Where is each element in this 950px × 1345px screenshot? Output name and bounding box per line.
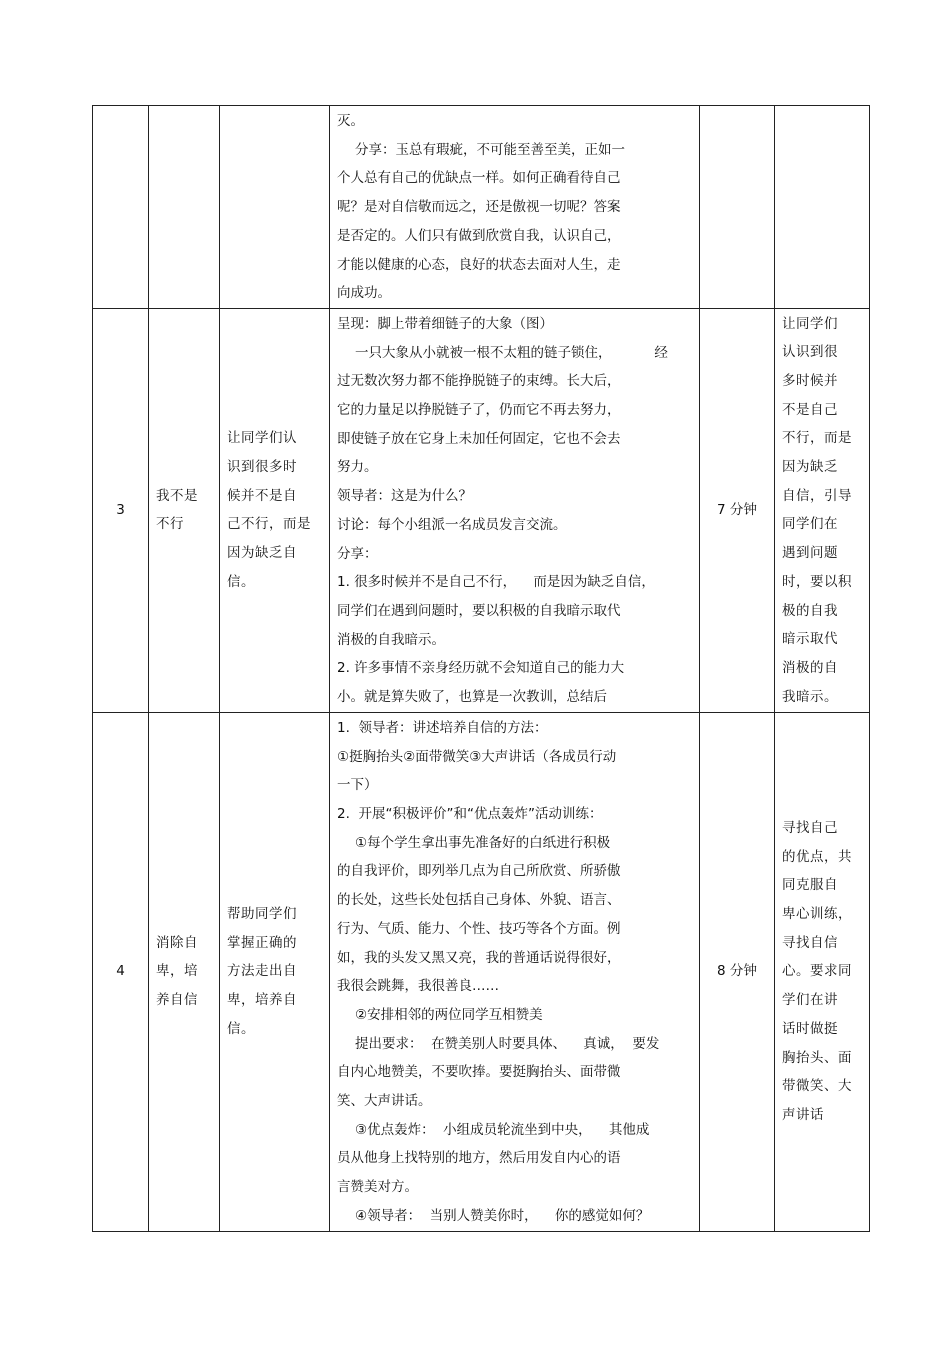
goal-line: 让同学们认 xyxy=(227,430,297,447)
step-number: 4 xyxy=(116,963,125,980)
process-line: 的长处，这些长处包括自己身体、外貌、语言、 xyxy=(337,892,621,909)
table-row xyxy=(93,712,870,1231)
process-line: 一下） xyxy=(337,777,378,794)
note-line: 声讲话 xyxy=(782,1106,824,1123)
goal-line: 候并不是自 xyxy=(227,487,297,504)
note-line: 同克服自 xyxy=(782,877,838,894)
process-line: 提出要求： 在赞美别人时要具体、 真诚， 要发 xyxy=(355,1035,660,1052)
duration-cell xyxy=(700,106,775,309)
activity-goal-cell xyxy=(220,308,330,712)
process-line: 它的力量足以挣脱链子了，仍而它不再去努力， xyxy=(337,402,621,419)
process-line: 即使链子放在它身上未加任何固定，它也不会去 xyxy=(337,430,621,447)
goal-line: 卑，培养自 xyxy=(227,992,297,1009)
activity-process-cell xyxy=(330,308,700,712)
activity-topic-cell xyxy=(149,106,220,309)
goal-line: 信。 xyxy=(227,573,255,590)
process-line: ④领导者： 当别人赞美你时， 你的感觉如何？ xyxy=(355,1207,650,1224)
activity-process-cell xyxy=(330,712,700,1231)
note-line: 同学们在 xyxy=(782,516,838,533)
process-line: 如，我的头发又黑又亮，我的普通话说得很好， xyxy=(337,949,621,966)
process-line: 的自我评价，即列举几点为自己所欣赏、所骄傲 xyxy=(337,863,621,880)
process-line: 是否定的。人们只有做到欣赏自我，认识自己， xyxy=(337,227,621,244)
process-line: 笑、大声讲话。 xyxy=(337,1093,432,1110)
note-line: 寻找自己 xyxy=(782,819,838,836)
goal-line: 识到很多时 xyxy=(227,459,297,476)
duration-cell xyxy=(700,308,775,712)
process-line: 消极的自我暗示。 xyxy=(337,631,445,648)
activity-topic-cell xyxy=(149,308,220,712)
activity-goal-cell xyxy=(220,712,330,1231)
step-number-cell xyxy=(93,308,149,712)
topic-line: 养自信 xyxy=(156,992,198,1009)
duration: 7 分钟 xyxy=(717,502,757,519)
step-number: 3 xyxy=(116,502,125,519)
note-line: 话时做挺 xyxy=(782,1020,838,1037)
goal-line: 帮助同学们 xyxy=(227,905,297,922)
process-line: 呢？是对自信敬而远之，还是傲视一切呢？答案 xyxy=(337,199,621,216)
topic-line: 卑，培 xyxy=(156,963,198,980)
note-line: 让同学们 xyxy=(782,315,838,332)
note-line: 不是自己 xyxy=(782,401,838,418)
note-line: 不行，而是 xyxy=(782,430,852,447)
note-line: 寻找自信 xyxy=(782,934,838,951)
note-line: 多时候并 xyxy=(782,372,838,389)
note-line: 学们在讲 xyxy=(782,992,838,1009)
process-line: 过无数次努力都不能挣脱链子的束缚。长大后， xyxy=(337,373,621,390)
note-line: 时，要以积 xyxy=(782,573,852,590)
process-line: 员从他身上找特别的地方，然后用发自内心的语 xyxy=(337,1150,621,1167)
note-line: 胸抬头、面 xyxy=(782,1049,852,1066)
goal-line: 信。 xyxy=(227,1020,255,1037)
process-line: 努力。 xyxy=(337,459,378,476)
duration-cell xyxy=(700,712,775,1231)
topic-line: 不行 xyxy=(156,516,184,533)
process-line: 言赞美对方。 xyxy=(337,1179,418,1196)
activity-topic-cell xyxy=(149,712,220,1231)
step-number-cell xyxy=(93,712,149,1231)
process-line: 讨论：每个小组派一名成员发言交流。 xyxy=(337,516,567,533)
table-row xyxy=(93,106,870,309)
note-line: 的优点，共 xyxy=(782,848,852,865)
process-line: 小。就是算失败了，也算是一次教训，总结后 xyxy=(337,689,607,706)
process-line: 个人总有自己的优缺点一样。如何正确看待自己 xyxy=(337,170,621,187)
process-line: 1. 领导者：讲述培养自信的方法： xyxy=(337,719,548,736)
process-line: 自内心地赞美，不要吹捧。要挺胸抬头、面带微 xyxy=(337,1064,621,1081)
design-intent-cell xyxy=(775,106,870,309)
duration: 8 分钟 xyxy=(717,963,757,980)
design-intent-cell xyxy=(775,712,870,1231)
process-line: 2. 开展“积极评价”和“优点轰炸”活动训练： xyxy=(337,806,603,823)
process-line: 灭。 xyxy=(337,113,364,129)
process-line: 1. 很多时候并不是自己不行， 而是因为缺乏自信， xyxy=(337,574,655,591)
process-line: 领导者：这是为什么？ xyxy=(337,488,472,505)
note-line: 带微笑、大 xyxy=(782,1078,852,1095)
activity-process-cell xyxy=(330,106,700,309)
process-line: ①挺胸抬头②面带微笑③大声讲话（各成员行动 xyxy=(337,748,617,765)
note-line: 认识到很 xyxy=(782,344,838,361)
process-line: 我很会跳舞，我很善良…… xyxy=(337,978,499,995)
note-line: 消极的自 xyxy=(782,659,838,676)
note-line: 遇到问题 xyxy=(782,545,838,562)
note-line: 极的自我 xyxy=(782,602,838,619)
process-line: 2. 许多事情不亲身经历就不会知道自己的能力大 xyxy=(337,660,625,677)
process-line: 一只大象从小就被一根不太粗的链子锁住， 经 xyxy=(355,344,668,361)
topic-line: 我不是 xyxy=(156,487,198,504)
note-line: 暗示取代 xyxy=(782,631,838,648)
goal-line: 掌握正确的 xyxy=(227,934,297,951)
process-line: 行为、气质、能力、个性、技巧等各个方面。例 xyxy=(337,920,621,937)
process-line: ③优点轰炸： 小组成员轮流坐到中央， 其他成 xyxy=(355,1121,650,1138)
process-line: 呈现：脚上带着细链子的大象（图） xyxy=(337,315,553,332)
process-line: 向成功。 xyxy=(337,285,391,302)
goal-line: 己不行，而是 xyxy=(227,516,311,533)
process-line: 分享： xyxy=(337,545,378,562)
table-row xyxy=(93,308,870,712)
step-number-cell xyxy=(93,106,149,309)
note-line: 自信，引导 xyxy=(782,487,852,504)
goal-line: 因为缺乏自 xyxy=(227,545,297,562)
process-line: 才能以健康的心态，良好的状态去面对人生，走 xyxy=(337,256,621,273)
process-line: 分享：玉总有瑕疵，不可能至善至美，正如一 xyxy=(355,141,625,158)
lesson-plan-table xyxy=(92,105,870,1232)
note-line: 卑心训练， xyxy=(782,905,852,922)
goal-line: 方法走出自 xyxy=(227,963,297,980)
process-line: 同学们在遇到问题时，要以积极的自我暗示取代 xyxy=(337,602,621,619)
process-line: ②安排相邻的两位同学互相赞美 xyxy=(355,1006,543,1023)
process-line: ①每个学生拿出事先准备好的白纸进行积极 xyxy=(355,834,611,851)
activity-goal-cell xyxy=(220,106,330,309)
note-line: 因为缺乏 xyxy=(782,459,838,476)
note-line: 我暗示。 xyxy=(782,688,838,705)
topic-line: 消除自 xyxy=(156,934,198,951)
design-intent-cell xyxy=(775,308,870,712)
note-line: 心。要求同 xyxy=(782,963,852,980)
